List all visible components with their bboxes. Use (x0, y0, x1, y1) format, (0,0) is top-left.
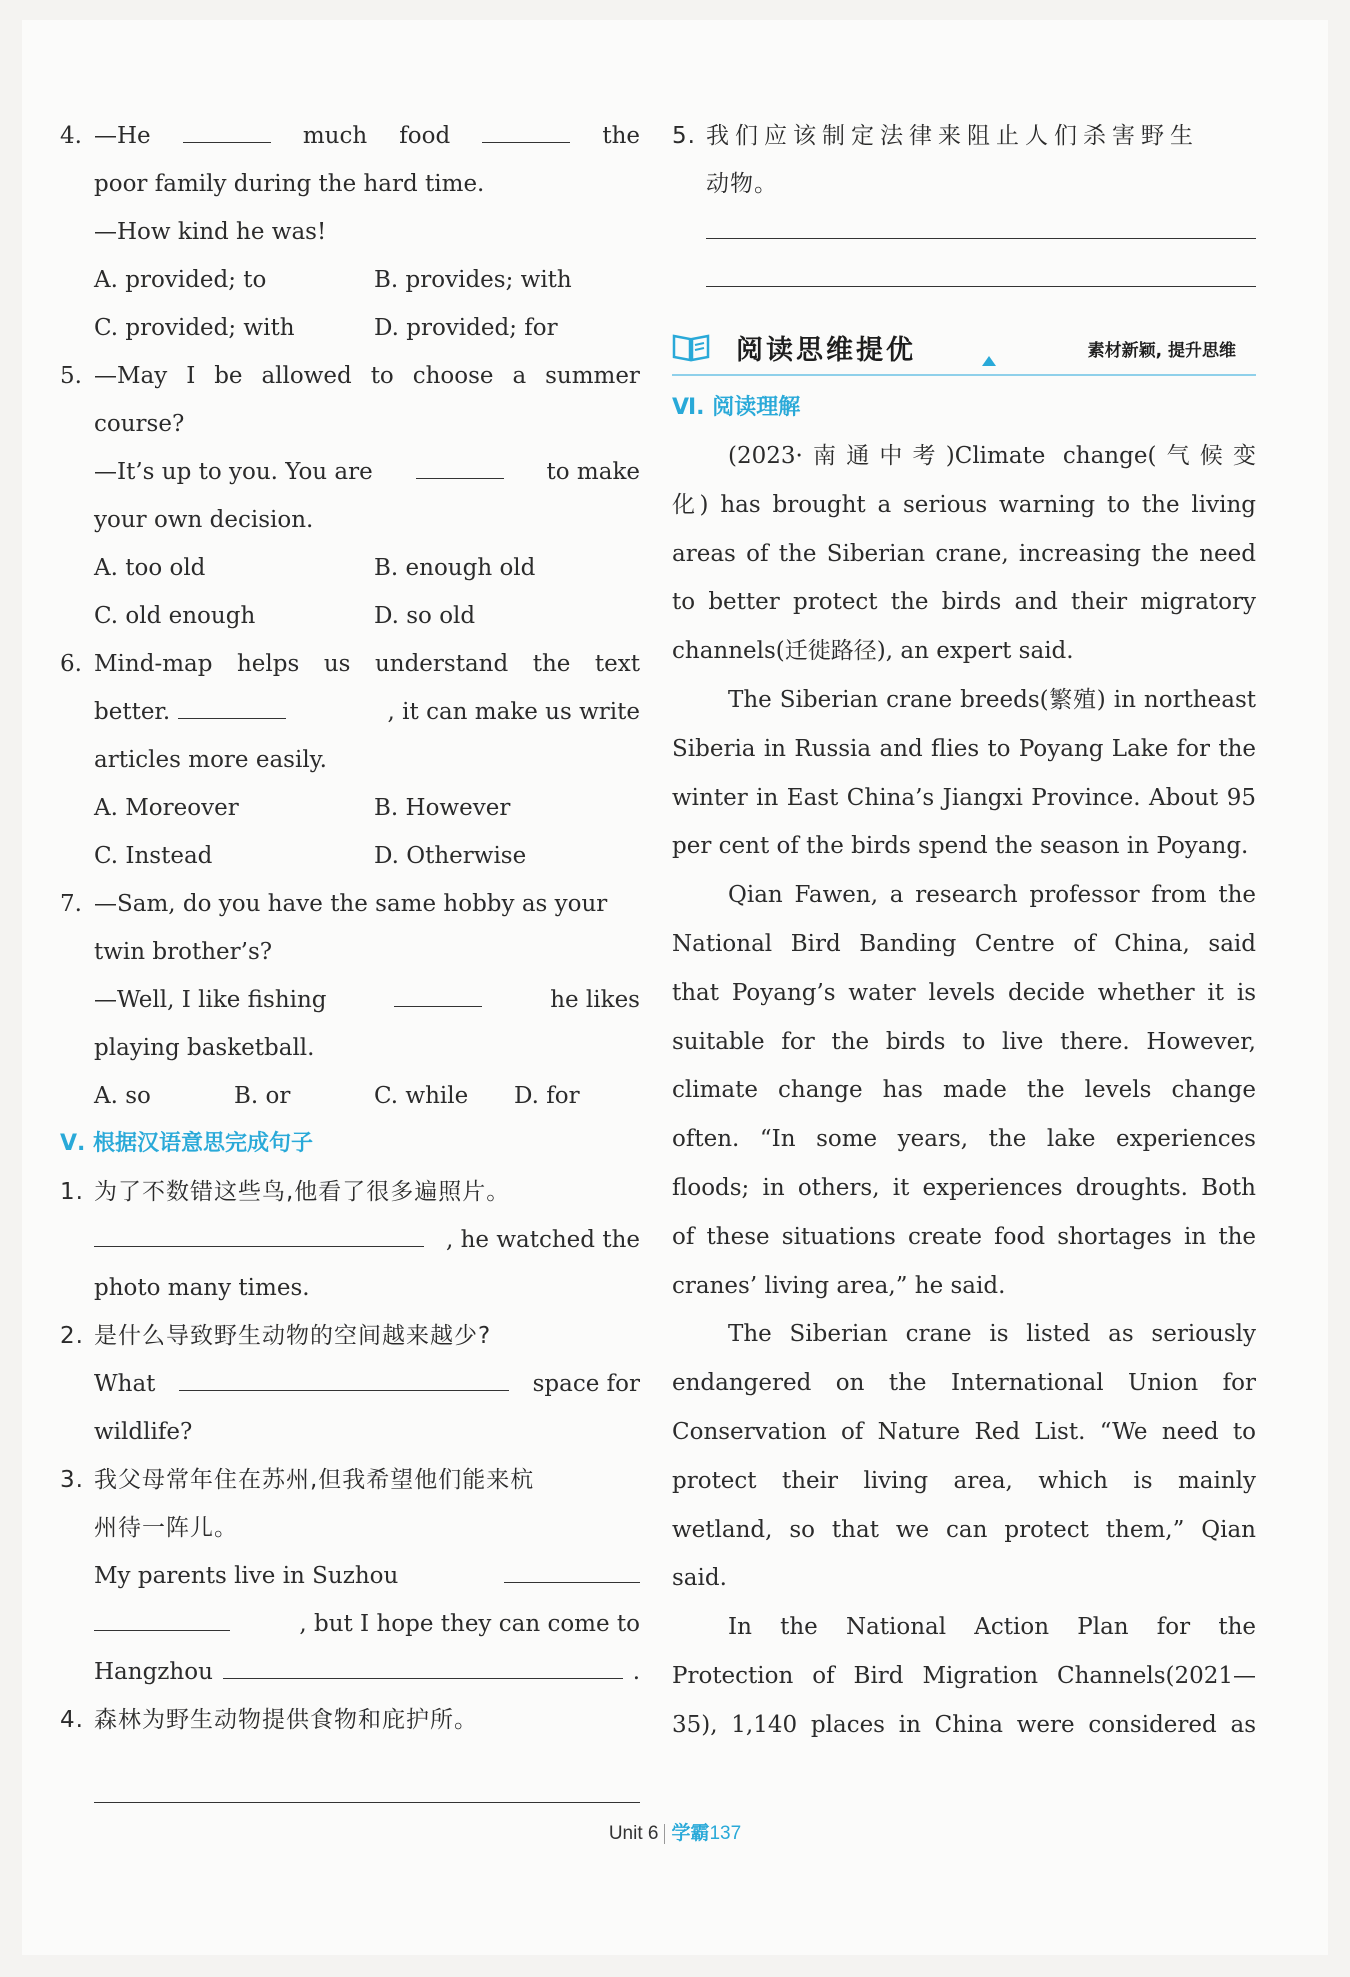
option-a[interactable]: A. Moreover (94, 795, 239, 821)
text: —It’s up to you. You are (94, 459, 373, 485)
word: the (602, 123, 640, 149)
option-d[interactable]: D. provided; for (374, 315, 558, 341)
options-row (60, 544, 640, 592)
option-c[interactable]: C. provided; with (94, 315, 295, 341)
word: to (370, 363, 394, 389)
passage-line: The Siberian crane is listed as seriously (728, 1321, 1256, 1348)
question-text: 州待一阵儿。 (94, 1515, 238, 1541)
text: , he watched the (445, 1227, 640, 1253)
question-number: 5. (672, 123, 696, 149)
translation-5-answer (672, 256, 1256, 304)
question-text: course? (94, 411, 185, 437)
left-column (60, 112, 640, 1820)
translation-3-prompt (60, 1456, 640, 1504)
question-text: poor family during the hard time. (94, 171, 485, 197)
option-c[interactable]: C. old enough (94, 603, 256, 629)
answer-blank[interactable] (394, 976, 482, 1007)
passage-line: The Siberian crane breeds(繁殖) in northeast (728, 686, 1256, 713)
text: he likes (550, 987, 640, 1013)
option-d[interactable]: D. Otherwise (374, 843, 527, 869)
text: Hangzhou (94, 1659, 213, 1685)
option-b[interactable]: B. However (374, 795, 511, 821)
banner-title: 阅读思维提优 (736, 335, 916, 366)
page-footer (0, 1818, 1350, 1845)
triangle-marker-icon (982, 356, 996, 366)
reading-section-banner (672, 318, 1256, 376)
word: helps (236, 651, 300, 677)
option-c[interactable]: C. while (374, 1083, 469, 1109)
options-row (60, 256, 640, 304)
passage-line: said. (672, 1565, 727, 1592)
text: 森林为野生动物提供食物和庇护所。 (94, 1707, 478, 1733)
question-text (60, 448, 640, 496)
passage-line: (2023·南通中考)Climate change(气候变 (728, 443, 1256, 469)
answer-blank[interactable] (183, 112, 271, 143)
options-row (60, 1072, 640, 1120)
passage-line: of these situations create food shortages in the (672, 1223, 1256, 1250)
question-5-line-1 (60, 352, 640, 400)
text: to make (546, 459, 640, 485)
passage-line: wetland, so that we can protect them,” Qian (672, 1516, 1256, 1543)
option-b[interactable]: B. provides; with (374, 267, 572, 293)
answer-blank[interactable] (706, 208, 1256, 239)
option-a[interactable]: A. too old (94, 555, 206, 581)
question-text (60, 688, 640, 736)
question-text: twin brother’s? (94, 939, 273, 965)
word: I (186, 363, 196, 389)
text: better. (94, 699, 171, 725)
answer-blank[interactable] (706, 256, 1256, 287)
text: . (632, 1659, 640, 1685)
question-text: articles more easily. (94, 747, 327, 773)
question-number: 3. (60, 1467, 84, 1493)
text: —Sam, do you have the same hobby as your (94, 891, 608, 917)
word: Mind-map (94, 651, 213, 677)
section-5-heading: Ⅴ. 根据汉语意思完成句子 (60, 1131, 314, 1156)
passage-line: In the National Action Plan for the (728, 1614, 1256, 1641)
translation-5-answer (672, 208, 1256, 256)
passage-line: Conservation of Nature Red List. “We need to (672, 1418, 1256, 1445)
word: —He (94, 123, 151, 149)
passage-line: floods; in others, it experiences droughts. Both (672, 1174, 1256, 1201)
option-d[interactable]: D. so old (374, 603, 476, 629)
passage-line: areas of the Siberian crane, increasing the need (672, 540, 1256, 567)
answer-blank[interactable] (178, 688, 286, 719)
option-a[interactable]: A. provided; to (94, 267, 267, 293)
text: 我父母常年住在苏州,但我希望他们能来杭 (94, 1467, 535, 1493)
translation-3-answer (60, 1648, 640, 1696)
question-text (60, 976, 640, 1024)
question-text: photo many times. (94, 1275, 310, 1301)
passage-line: cranes’ living area,” he said. (672, 1272, 1006, 1299)
option-b[interactable]: B. enough old (374, 555, 536, 581)
page-number: 137 (709, 1823, 742, 1844)
word: the (532, 651, 571, 677)
passage-line: 35), 1,140 places in China were considered as (672, 1711, 1256, 1738)
passage-line: endangered on the International Union for (672, 1370, 1256, 1397)
question-text: —How kind he was! (94, 219, 327, 245)
question-text: playing basketball. (94, 1035, 315, 1061)
passage-line: that Poyang’s water levels decide whether it is (672, 979, 1256, 1006)
option-d[interactable]: D. for (514, 1083, 580, 1109)
reading-passage (672, 432, 1256, 1750)
translation-4-answer (60, 1772, 640, 1820)
question-number: 4. (60, 123, 82, 149)
text: —Well, I like fishing (94, 987, 327, 1013)
question-number: 2. (60, 1323, 84, 1349)
brand-label: 学霸 (671, 1823, 710, 1844)
passage-line: suitable for the birds to live there. However, (672, 1028, 1256, 1055)
translation-1-prompt (60, 1168, 640, 1216)
passage-line: per cent of the birds spend the season in Poyang. (672, 833, 1249, 860)
answer-blank[interactable] (179, 1360, 509, 1391)
question-text: your own decision. (94, 507, 314, 533)
word: much (302, 123, 368, 149)
question-7-line-1 (60, 880, 640, 928)
option-b[interactable]: B. or (234, 1083, 291, 1109)
answer-blank[interactable] (223, 1648, 623, 1679)
question-4-line-1 (60, 112, 640, 160)
translation-1-answer (60, 1216, 640, 1264)
word: summer (545, 363, 640, 389)
translation-3-answer (60, 1600, 640, 1648)
word: us (323, 651, 351, 677)
word: understand (374, 651, 509, 677)
answer-blank[interactable] (416, 448, 504, 479)
passage-line: Protection of Bird Migration Channels(2021— (672, 1662, 1256, 1689)
word: be (214, 363, 243, 389)
text: , it can make us write (387, 699, 640, 725)
footer-divider (664, 1824, 665, 1844)
answer-blank[interactable] (504, 1552, 640, 1583)
options-row (60, 784, 640, 832)
option-c[interactable]: C. Instead (94, 843, 213, 869)
banner-subtitle: 素材新颖, 提升思维 (1087, 341, 1236, 361)
options-row (60, 304, 640, 352)
question-number: 6. (60, 651, 82, 677)
text: space for (532, 1371, 640, 1397)
text: , but I hope they can come to (299, 1611, 640, 1637)
word: a (512, 363, 527, 389)
translation-4-prompt (60, 1696, 640, 1744)
translation-3-answer (60, 1552, 640, 1600)
question-number: 1. (60, 1179, 84, 1205)
passage-line: Qian Fawen, a research professor from the (728, 882, 1256, 909)
text: My parents live in Suzhou (94, 1563, 399, 1589)
answer-blank[interactable] (482, 112, 570, 143)
translation-2-answer (60, 1360, 640, 1408)
question-number: 5. (60, 363, 82, 389)
section-6-heading: Ⅵ. 阅读理解 (672, 395, 801, 420)
answer-blank[interactable] (94, 1600, 230, 1631)
text: 为了不数错这些鸟,他看了很多遍照片。 (94, 1179, 511, 1205)
right-column (672, 112, 1256, 1750)
book-icon (672, 332, 710, 362)
question-text: wildlife? (94, 1419, 193, 1445)
word: food (399, 123, 451, 149)
question-number: 7. (60, 891, 82, 917)
translation-2-prompt (60, 1312, 640, 1360)
option-a[interactable]: A. so (94, 1083, 151, 1109)
options-row (60, 592, 640, 640)
text: 是什么导致野生动物的空间越来越少? (94, 1323, 492, 1349)
text: What (94, 1371, 156, 1397)
question-6-line-1 (60, 640, 640, 688)
answer-blank[interactable] (94, 1772, 640, 1803)
passage-line: protect their living area, which is mainly (672, 1467, 1256, 1494)
word: —May (94, 363, 168, 389)
question-number: 4. (60, 1707, 84, 1733)
passage-line: to better protect the birds and their migratory (672, 589, 1256, 616)
answer-blank[interactable] (94, 1216, 424, 1247)
passage-line: climate change has made the levels change (672, 1077, 1256, 1104)
unit-label: Unit 6 (608, 1823, 659, 1844)
word: allowed (261, 363, 352, 389)
word: choose (412, 363, 494, 389)
passage-line: channels(迁徙路径), an expert said. (672, 638, 1074, 665)
passage-line: winter in East China’s Jiangxi Province. About 95 (672, 784, 1256, 811)
passage-line: Siberia in Russia and flies to Poyang Lake for the (672, 735, 1256, 762)
passage-line: National Bird Banding Centre of China, said (672, 930, 1256, 957)
options-row (60, 832, 640, 880)
passage-line: often. “In some years, the lake experiences (672, 1126, 1256, 1153)
word: text (594, 651, 640, 677)
passage-line: 化) has brought a serious warning to the living (672, 491, 1256, 518)
translation-5-prompt (672, 112, 1256, 160)
question-text: 动物。 (706, 171, 778, 197)
text: 我们应该制定法律来阻止人们杀害野生 (706, 123, 1199, 149)
